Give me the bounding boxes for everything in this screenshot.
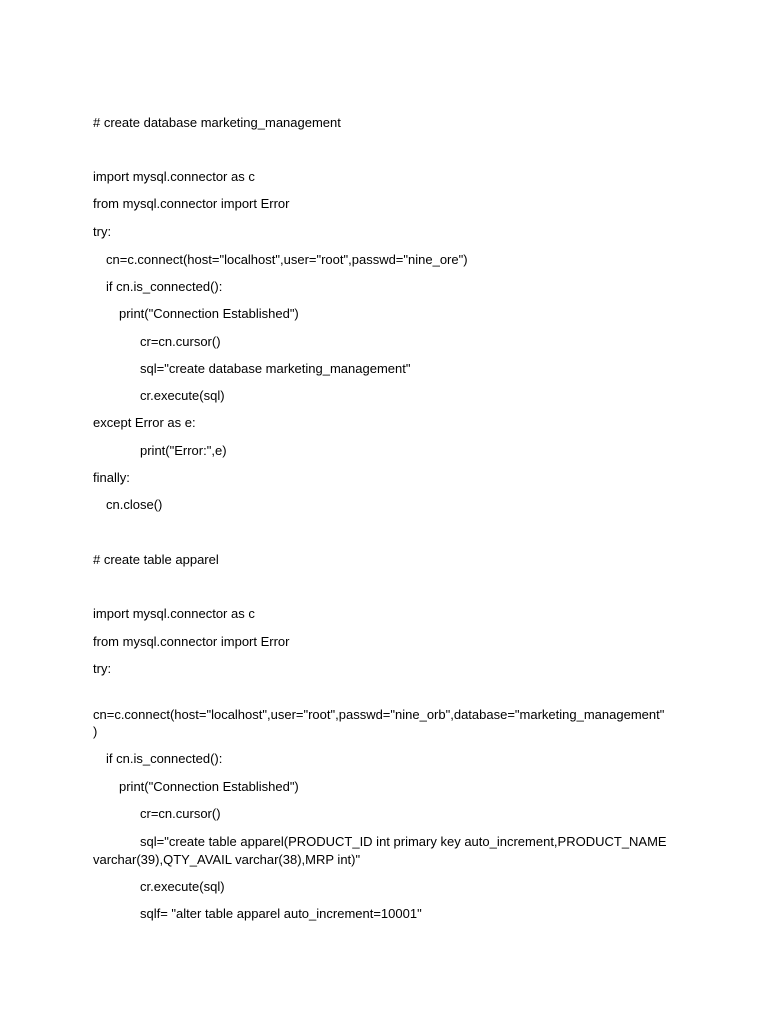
code-line: cr.execute(sql) xyxy=(140,879,225,894)
code-line: if cn.is_connected(): xyxy=(106,279,223,294)
code-line: if cn.is_connected(): xyxy=(106,751,223,766)
code-line: print("Error:",e) xyxy=(140,443,227,458)
code-line: import mysql.connector as c xyxy=(93,606,255,621)
code-line: try: xyxy=(93,661,112,676)
code-comment: # create table apparel xyxy=(93,552,219,567)
code-line: finally: xyxy=(93,470,130,485)
code-line: import mysql.connector as c xyxy=(93,169,255,184)
code-line: print("Connection Established") xyxy=(119,306,299,321)
code-line: sqlf= "alter table apparel auto_increment=10001" xyxy=(140,906,422,921)
code-line: sql="create database marketing_management" xyxy=(140,361,411,376)
code-line: try: xyxy=(93,224,112,239)
code-line: from mysql.connector import Error xyxy=(93,196,290,211)
code-comment: # create database marketing_management xyxy=(93,115,341,130)
code-line: cr.execute(sql) xyxy=(140,388,225,403)
code-line: cn=c.connect(host="localhost",user="root",passwd="nine_orb",database="marketing_management" xyxy=(93,707,665,722)
code-line: from mysql.connector import Error xyxy=(93,634,290,649)
code-line: ) xyxy=(93,724,98,739)
code-line: cn.close() xyxy=(106,497,163,512)
code-line: cn=c.connect(host="localhost",user="root",passwd="nine_ore") xyxy=(106,252,468,267)
code-line: sql="create table apparel(PRODUCT_ID int primary key auto_increment,PRODUCT_NAME xyxy=(140,834,667,849)
code-line: varchar(39),QTY_AVAIL varchar(38),MRP int)" xyxy=(93,852,361,867)
code-line: except Error as e: xyxy=(93,415,196,430)
code-line: cr=cn.cursor() xyxy=(140,334,221,349)
code-line: print("Connection Established") xyxy=(119,779,299,794)
code-line: cr=cn.cursor() xyxy=(140,806,221,821)
